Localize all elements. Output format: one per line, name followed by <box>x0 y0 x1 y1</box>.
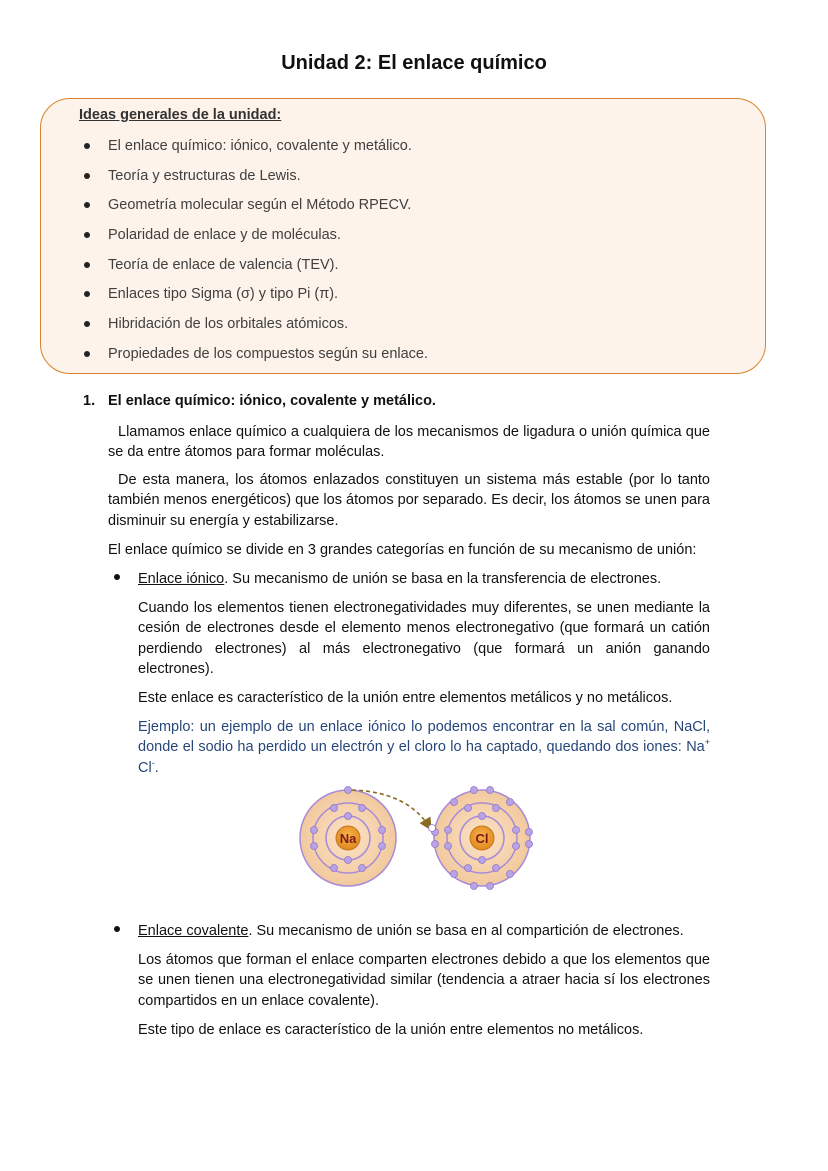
list-item: El enlace químico: iónico, covalente y metálico. <box>84 134 428 164</box>
list-item: Teoría y estructuras de Lewis. <box>84 164 428 194</box>
list-item: Geometría molecular según el Método RPECV. <box>84 193 428 223</box>
ionic-paragraph-1: Cuando los elementos tienen electronegatividades muy diferentes, se unen mediante la cesión de electrones desde el elemento menos electronegativo (que formará un catión perdiendo electrones) al más electronegativo (que formará un anión ganando electrones). <box>138 600 710 677</box>
covalent-paragraph-1: Los átomos que forman el enlace comparten electrones debido a que los elementos que se unen tienen una electronegatividad similar (tendencia a atraer hacia sí los electrones compartidos en un enlace covalente). <box>138 952 710 1009</box>
paragraph-categories: El enlace químico se divide en 3 grandes categorías en función de su mecanismo de unión: <box>108 542 697 558</box>
na-label: Na <box>339 831 357 846</box>
paragraph-definition: Llamamos enlace químico a cualquiera de los mecanismos de ligadura o unión química que se da entre átomos para formar moléculas. <box>108 424 710 461</box>
covalent-paragraph-2: Este tipo de enlace es característico de la unión entre elementos no metálicos. <box>138 1022 644 1038</box>
bullet-icon <box>114 926 120 932</box>
nacl-diagram <box>298 784 534 894</box>
ideas-heading: Ideas generales de la unidad: <box>79 107 282 123</box>
ionic-title: Enlace iónico <box>138 571 225 587</box>
ion-end: . <box>154 759 159 776</box>
section-title: El enlace químico: iónico, covalente y metálico. <box>108 393 436 409</box>
section-heading <box>83 393 436 409</box>
paragraph-stability: De esta manera, los átomos enlazados constituyen un sistema más estable (por lo tanto también menos energéticos) que los átomos por separado. Es decir, los átomos se unen para disminuir su energía y estabilizarse. <box>108 472 710 529</box>
ionic-bullet <box>114 569 661 589</box>
ionic-example <box>138 717 710 778</box>
page-title: Unidad 2: El enlace químico <box>281 52 547 74</box>
covalent-title: Enlace covalente <box>138 923 249 939</box>
list-item: Polaridad de enlace y de moléculas. <box>84 223 428 253</box>
cl-charge: - <box>151 757 155 768</box>
ionic-paragraph-2: Este enlace es característico de la unión entre elementos metálicos y no metálicos. <box>138 690 673 706</box>
ideas-list <box>84 134 428 372</box>
covalent-intro: . Su mecanismo de unión se basa en al compartición de electrones. <box>248 923 684 939</box>
example-text: Ejemplo: un ejemplo de un enlace iónico lo podemos encontrar en la sal común, NaCl, donde el sodio ha perdido un electrón y el cloro lo ha captado, quedando dos iones: <box>138 719 710 756</box>
transferred-electron <box>429 825 436 832</box>
bullet-icon <box>114 574 120 580</box>
na-ion: Na <box>686 739 705 756</box>
section-number: 1. <box>83 393 96 409</box>
list-item: Teoría de enlace de valencia (TEV). <box>84 253 428 283</box>
cl-ion: Cl <box>138 759 152 776</box>
sodium-atom <box>300 787 396 887</box>
na-charge: + <box>704 737 710 748</box>
covalent-bullet <box>114 921 684 941</box>
ionic-intro: . Su mecanismo de unión se basa en la transferencia de electrones. <box>224 571 662 587</box>
list-item: Hibridación de los orbitales atómicos. <box>84 312 428 342</box>
list-item: Propiedades de los compuestos según su enlace. <box>84 342 428 372</box>
cl-label: Cl <box>475 831 489 846</box>
chlorine-atom <box>429 787 533 890</box>
list-item: Enlaces tipo Sigma (σ) y tipo Pi (π). <box>84 282 428 312</box>
